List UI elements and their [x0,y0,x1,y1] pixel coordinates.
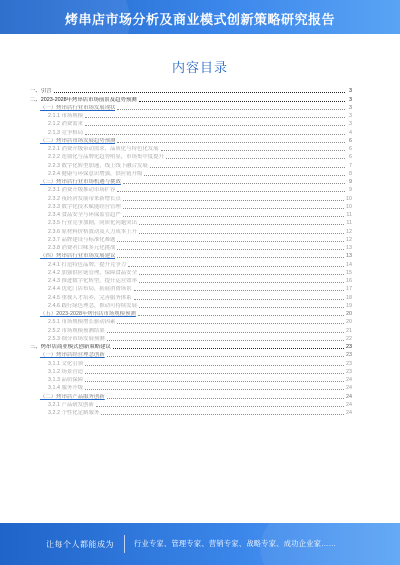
toc-entry[interactable] [30,383,352,391]
toc-leader-dots [139,274,344,275]
toc-entry-text: 2.4.4 优化门店布局，拓展消费场景 [48,286,132,293]
toc-entry-text: 2.1.3 竞争格局 [48,129,84,136]
toc-leader-dots [107,356,344,357]
toc-entry[interactable] [30,193,352,201]
toc-page-number: 17 [346,286,352,293]
toc-page-number: 13 [346,253,352,260]
toc-leader-dots [161,150,345,151]
toc-entry-text: 2.3.8 消费者口味多元化挑战 [48,245,116,251]
toc-page-number: 8 [349,170,352,177]
toc-leader-dots [107,332,344,333]
toc-page-number: 11 [346,220,352,227]
toc-entry-text: 2.3.7 品牌建设与标准化难题 [48,236,116,243]
toc-entry-text: 2.5.1 市场规模增长驱动因素 [48,319,116,326]
toc-page-number: 20 [346,311,352,317]
toc-leader-dots [117,257,344,258]
toc-leader-dots [123,208,344,209]
toc-leader-dots [85,389,344,390]
toc-entry[interactable] [30,375,352,383]
toc-leader-dots [139,307,344,308]
toc-entry[interactable] [30,259,352,267]
footer-slogan-right: 行业专家、管理专家、营销专家、战略专家、成功企业家…… [134,539,337,548]
toc-page-number: 19 [346,302,352,309]
toc-entry-text: 2.3.5 行业竞争加剧，同质化问题突出 [48,220,137,227]
toc-page-number: 13 [346,245,352,251]
toc-entry[interactable] [30,350,352,358]
toc-entry[interactable] [30,152,352,160]
toc-leader-dots [134,290,344,291]
report-title: 烤串店市场分析及商业模式创新策略研究报告 [64,12,335,27]
toc-entry-text: 2.3.2 夜经济发展带来新增长点 [48,195,121,202]
toc-entry-text: 3.2.2 个性化定制服务 [48,410,100,416]
toc-leader-dots [139,282,344,283]
toc-entry-text: 2.3.4 食品安全与环保监管趋严 [48,212,121,218]
toc-entry[interactable] [30,342,352,350]
toc-entry-text: （二）烤串店市场发展趋势预测 [40,137,116,144]
toc-entry[interactable] [30,391,352,399]
toc-page-number: 16 [346,278,352,284]
toc-entry-text: 2.3.6 原材料价格波动及人力成本上升 [48,228,137,235]
toc-page-number: 6 [349,146,352,152]
toc-leader-dots [113,348,344,349]
toc-leader-dots [107,340,344,341]
toc-entry[interactable] [30,226,352,234]
toc-leader-dots [138,315,344,316]
toc-page-number: 14 [346,261,352,268]
toc-entry-text: 3.1.1 文化引领 [48,360,84,367]
toc-entry[interactable] [30,400,352,408]
toc-leader-dots [117,249,344,250]
toc-entry-text: 2.2.3 数字化转型加速，线上线下融合发展 [48,162,148,169]
toc-entry-text: 3.1.2 场景营造 [48,368,84,375]
toc-entry-text: 2.3.1 消费升级推动市场扩容 [48,187,116,194]
toc-entry[interactable] [30,185,352,193]
toc-entry[interactable] [30,317,352,325]
toc-leader-dots [123,183,345,184]
toc-entry[interactable] [30,119,352,127]
table-of-contents [30,86,352,416]
toc-entry[interactable] [30,301,352,309]
toc-leader-dots [85,365,344,366]
toc-entry[interactable] [30,358,352,366]
toc-entry[interactable] [30,144,352,152]
toc-leader-dots [117,241,344,242]
toc-page-number: 23 [346,360,352,367]
toc-page-number: 15 [346,269,352,276]
toc-entry[interactable] [30,218,352,226]
toc-page-number: 23 [346,352,352,359]
toc-entry[interactable] [30,367,352,375]
toc-page-number: 3 [349,113,352,119]
toc-page-number: 24 [346,377,352,383]
toc-page-number: 23 [346,344,352,350]
toc-page-number: 6 [349,154,352,161]
toc-entry[interactable] [30,86,352,94]
toc-page-number: 3 [349,88,352,95]
toc-leader-dots [96,406,344,407]
toc-page-number: 12 [346,236,352,243]
toc-entry-text: （四）烤串店行业市场发展建议 [40,253,116,260]
toc-leader-dots [166,158,345,159]
report-header-banner [0,0,400,34]
toc-entry[interactable] [30,136,352,144]
toc-leader-dots [101,414,344,415]
toc-entry-text: 一、引言 [30,88,52,95]
toc-entry[interactable] [30,177,352,185]
toc-entry[interactable] [30,169,352,177]
toc-entry[interactable] [30,268,352,276]
toc-leader-dots [123,216,345,217]
toc-entry-text: 3.2.1 产品研发创新 [48,401,94,408]
toc-entry-text: 3.1.4 服务升级 [48,385,84,392]
toc-page-number: 20 [346,319,352,326]
toc-leader-dots [139,224,344,225]
toc-entry[interactable] [30,103,352,111]
toc-entry[interactable] [30,202,352,210]
toc-leader-dots [144,175,345,176]
toc-entry-text: 2.5.3 细分市场发展预测 [48,335,105,342]
toc-leader-dots [117,142,345,143]
toc-leader-dots [117,191,345,192]
toc-entry-text: 2.4.3 推进数字化转型，提升运营效率 [48,278,137,284]
toc-page-number: 6 [349,137,352,144]
toc-leader-dots [85,134,345,135]
toc-leader-dots [150,167,345,168]
toc-page-number: 3 [349,96,352,103]
toc-entry-text: 2.1.2 消费需求 [48,121,84,128]
toc-entry[interactable] [30,276,352,284]
toc-entry[interactable] [30,251,352,259]
toc-leader-dots [117,323,344,324]
toc-page-number: 10 [346,195,352,202]
toc-entry-text: （二）烤串店产品服务创新 [40,393,105,400]
toc-entry[interactable] [30,94,352,102]
toc-entry-text: 2.5.2 市场规模预测结果 [48,327,105,334]
toc-page-number: 9 [349,187,352,194]
toc-page-number: 3 [349,121,352,128]
footer-banner [0,523,400,565]
toc-page-number: 9 [349,179,352,185]
toc-entry-text: 2.4.6 践行绿色理念，推动可持续发展 [48,302,137,309]
toc-entry-text: （一）烤串店经营理念创新 [40,352,105,359]
toc-entry[interactable] [30,325,352,333]
toc-entry[interactable] [30,111,352,119]
toc-leader-dots [107,398,344,399]
toc-page-number: 11 [346,212,352,218]
toc-entry-text: 2.2.4 健康与环保意识增强，供应链升级 [48,170,143,177]
toc-entry[interactable] [30,284,352,292]
toc-leader-dots [85,381,344,382]
toc-page-number: 7 [349,162,352,169]
toc-entry-text: 2.4.1 打造特色品牌，提升竞争力 [48,261,127,268]
toc-leader-dots [117,109,345,110]
footer-divider [124,535,125,553]
toc-leader-dots [54,92,345,93]
toc-page-number: 24 [346,410,352,416]
toc-entry-text: （五）2023-2028年烤串店市场规模预测 [40,311,136,317]
toc-entry[interactable] [30,243,352,251]
toc-page-number: 21 [346,327,352,334]
toc-page-number: 24 [346,401,352,408]
toc-page-number: 4 [349,129,352,136]
toc-page-number: 18 [346,294,352,301]
toc-entry[interactable] [30,334,352,342]
toc-page-number: 3 [349,104,352,111]
footer-slogan-left: 让每个人都能成为 [46,540,114,549]
toc-entry-text: 2.2.2 连锁化与品牌化趋势明显，市场集中度提升 [48,154,164,161]
toc-entry-text: 2.3.3 数字化技术赋能经营管理 [48,203,121,210]
toc-entry-text: 2.2.1 消费升级带动需求，品质化与特色化发展 [48,146,159,152]
toc-page-number: 24 [346,393,352,400]
toc-leader-dots [85,125,345,126]
toc-leader-dots [123,200,344,201]
toc-entry[interactable] [30,408,352,416]
toc-entry[interactable] [30,127,352,135]
toc-page-number: 10 [346,203,352,210]
toc-entry[interactable] [30,309,352,317]
toc-leader-dots [139,233,344,234]
toc-entry-text: 三、烤串店商业模式创新策略建议 [30,344,111,350]
toc-page-number: 24 [346,385,352,392]
toc-heading: 内容目录 [171,60,228,75]
toc-entry[interactable] [30,292,352,300]
toc-entry[interactable] [30,235,352,243]
toc-leader-dots [128,266,344,267]
toc-entry[interactable] [30,160,352,168]
toc-entry-text: 3.1.3 品质保障 [48,377,84,383]
toc-leader-dots [85,117,345,118]
toc-entry-text: 2.4.2 加强供应链管理，保障食品安全 [48,269,137,276]
toc-entry[interactable] [30,210,352,218]
toc-leader-dots [139,101,345,102]
toc-entry-text: 二、2023-2028年烤串店市场前景及趋势预测 [30,96,137,103]
toc-page-number: 22 [346,335,352,342]
toc-entry-text: 2.4.5 重视人才培养，完善服务体系 [48,294,132,301]
toc-leader-dots [85,373,344,374]
toc-page-number: 12 [346,228,352,235]
toc-page-number: 23 [346,368,352,375]
toc-entry-text: 2.1.1 市场规模 [48,113,84,119]
toc-entry-text: （一）烤串店行业市场发展现状 [40,104,116,111]
toc-entry-text: （三）烤串店行业市场机遇与挑战 [40,179,121,185]
toc-leader-dots [134,299,344,300]
